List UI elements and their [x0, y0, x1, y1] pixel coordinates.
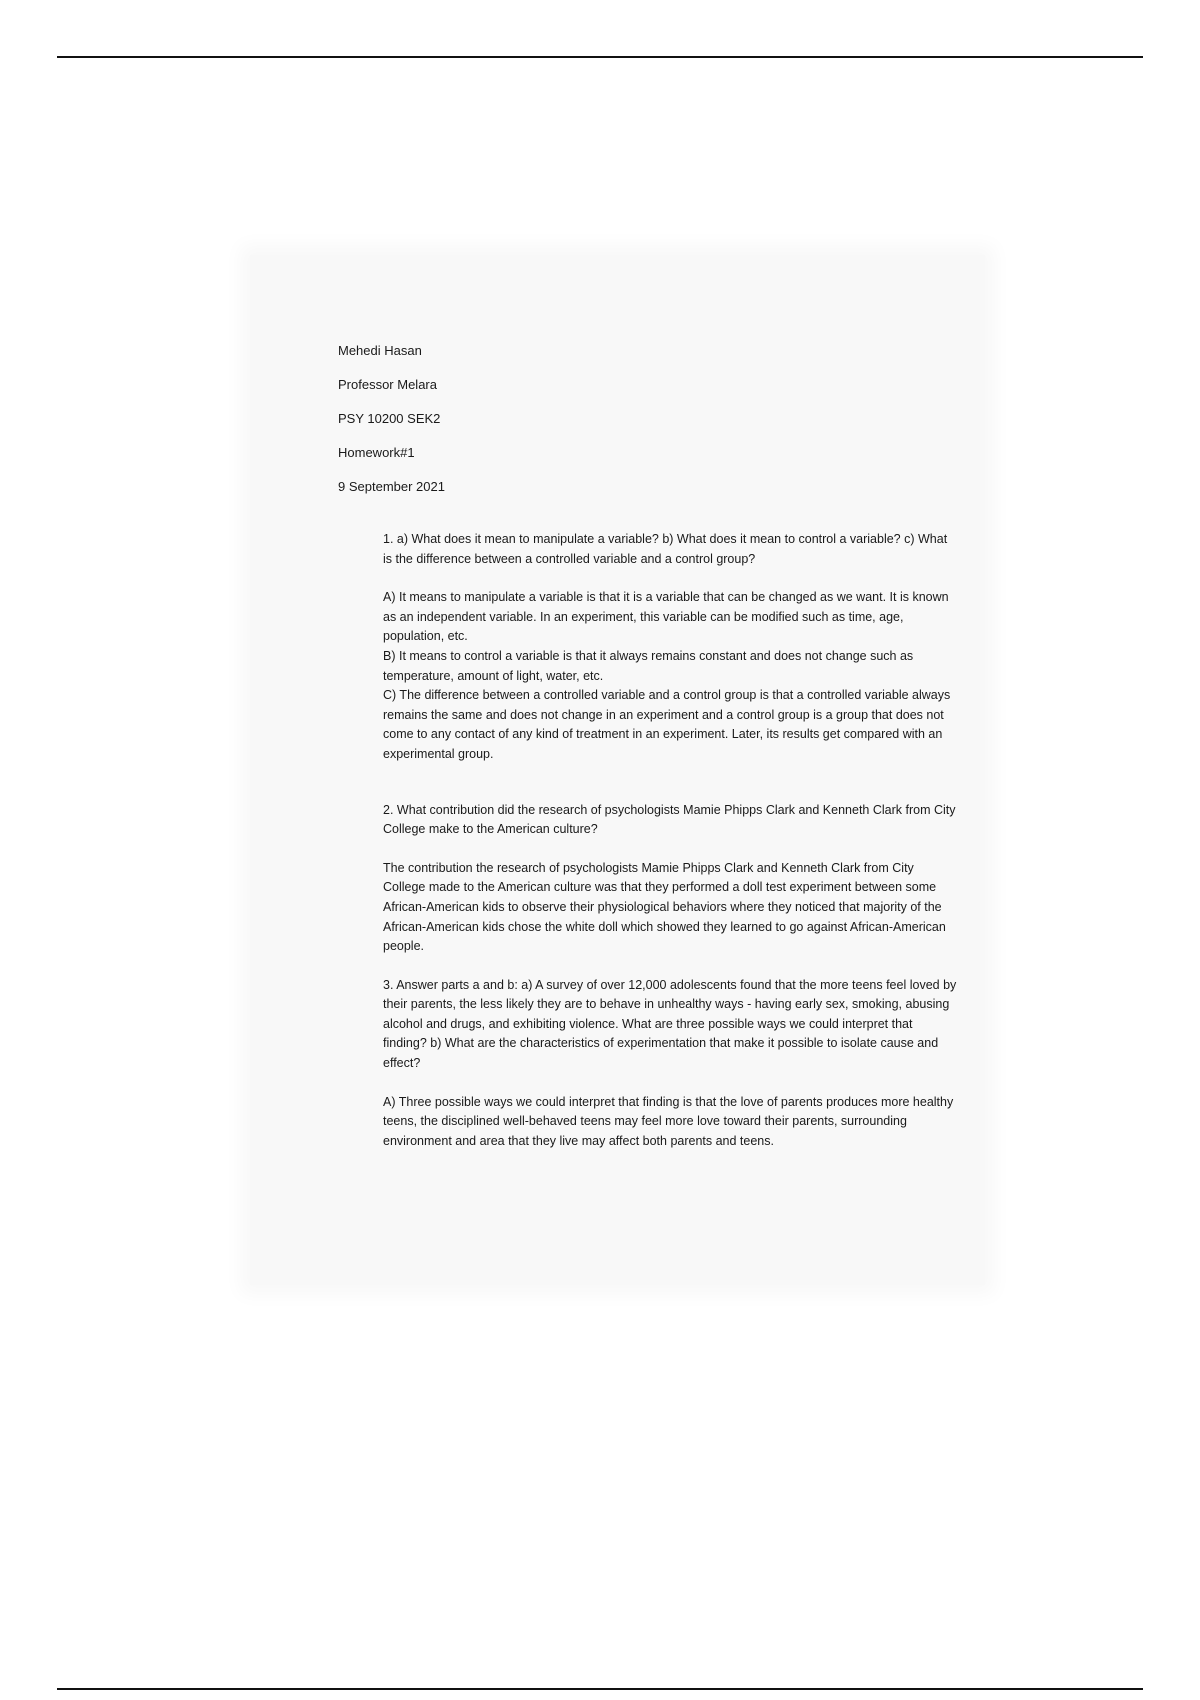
answer-1a: A) It means to manipulate a variable is that it is a variable that can be changed as we want. It is known as an independent variable. In an experiment, this variable can be modified such as time, age, population, etc. [383, 590, 949, 644]
document-header [338, 343, 738, 513]
bottom-rule [57, 1688, 1143, 1690]
answer-1c: C) The difference between a controlled variable and a control group is that a controlled variable always remains the same and does not change in an experiment and a control group is a group that does not come to any contact of any kind of treatment in an experiment. Later, its results get compared with an experimental group. [383, 688, 951, 761]
assignment-title: Homework#1 [338, 445, 415, 460]
answer-3a: A) Three possible ways we could interpret that finding is that the love of parents produces more healthy teens, the disciplined well-behaved teens may feel more love toward their parents, surrounding environment and area that they live may affect both parents and teens. [383, 1094, 954, 1148]
professor-name: Professor Melara [338, 377, 437, 392]
question-3: 3. Answer parts a and b: a) A survey of over 12,000 adolescents found that the more teens feel loved by their parents, the less likely they are to behave in unhealthy ways - having early sex, smoking, abusing alcohol and drugs, and exhibiting violence. What are three possible ways we could interpret that finding? b) What are the characteristics of experimentation that make it possible to isolate cause and effect? [383, 977, 957, 1071]
question-1: 1. a) What does it mean to manipulate a variable? b) What does it mean to control a variable? c) What is the difference between a controlled variable and a control group? [383, 532, 948, 566]
question-2: 2. What contribution did the research of psychologists Mamie Phipps Clark and Kenneth Clark from City College make to the American culture? [383, 802, 956, 837]
document-date: 9 September 2021 [338, 479, 445, 494]
top-rule [57, 56, 1143, 58]
student-name: Mehedi Hasan [338, 343, 422, 358]
homework-body [383, 530, 958, 1151]
course-code: PSY 10200 SEK2 [338, 411, 441, 426]
answer-1b: B) It means to control a variable is that it always remains constant and does not change such as temperature, amount of light, water, etc. [383, 648, 914, 683]
answer-2: The contribution the research of psychologists Mamie Phipps Clark and Kenneth Clark from City College made to the American culture was that they performed a doll test experiment between some African-American kids to observe their physiological behaviors where they noticed that majority of the African-American kids chose the white doll which showed they learned to go against African-American people. [383, 860, 946, 954]
